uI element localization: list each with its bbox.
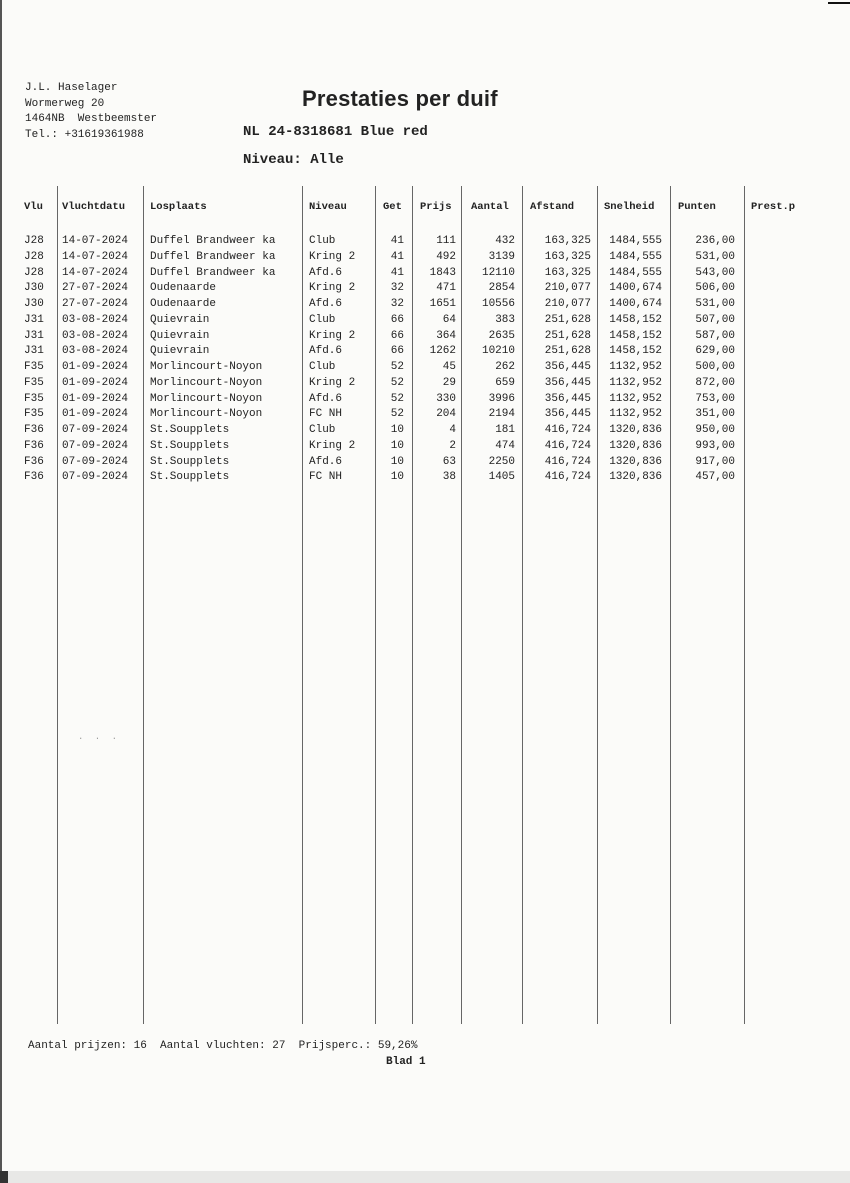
table-row [0,330,850,346]
cell-get: 66 [390,345,404,358]
cell-get: 52 [390,408,404,421]
scan-speckles: · · · [78,734,121,744]
cell-datum: 03-08-2024 [62,345,129,358]
cell-punten: 993,00 [695,439,735,452]
cell-prijs: 471 [436,282,456,295]
scan-left-edge [0,0,2,1183]
cell-afstand: 163,325 [544,250,591,263]
cell-afstand: 356,445 [544,361,591,373]
scan-corner-mark [828,2,850,4]
cell-niveau: Club [309,235,336,247]
cell-datum: 27-07-2024 [62,282,129,295]
owner-address-block [25,81,157,143]
cell-aantal: 383 [495,313,515,326]
cell-prijs: 45 [442,361,456,373]
col-header-get: Get [383,201,402,213]
cell-losplaats: Quievrain [150,345,210,358]
cell-aantal: 659 [495,376,515,389]
cell-losplaats: Morlincourt-Noyon [150,361,263,373]
cell-get: 32 [390,282,404,295]
table-row [0,471,850,487]
scan-bottom-margin [0,1171,850,1183]
table-header [0,201,850,217]
cell-datum: 14-07-2024 [62,250,129,263]
cell-punten: 236,00 [695,235,735,247]
col-header-niveau: Niveau [309,201,347,213]
cell-punten: 872,00 [695,376,735,389]
cell-get: 52 [390,376,404,389]
cell-get: 10 [390,439,404,452]
col-header-afstand: Afstand [530,201,575,213]
cell-punten: 457,00 [695,471,735,484]
cell-losplaats: Oudenaarde [150,282,217,295]
cell-get: 52 [390,361,404,373]
cell-prijs: 64 [442,313,456,326]
cell-datum: 01-09-2024 [62,376,129,389]
cell-punten: 506,00 [695,282,735,295]
cell-snelheid: 1400,674 [609,298,662,310]
cell-aantal: 432 [495,235,515,247]
cell-snelheid: 1458,152 [609,313,662,326]
owner-name: J.L. Haselager [25,82,118,94]
cell-datum: 27-07-2024 [62,298,129,310]
cell-punten: 531,00 [695,250,735,263]
cell-losplaats: St.Soupplets [150,439,230,452]
cell-niveau: Kring 2 [309,282,356,295]
cell-afstand: 356,445 [544,408,591,421]
cell-aantal: 1405 [488,471,515,484]
cell-vlu: F35 [24,408,44,421]
col-header-punten: Punten [678,201,716,213]
cell-niveau: Club [309,313,336,326]
niveau-filter: Niveau: Alle [243,152,344,168]
cell-punten: 587,00 [695,329,735,342]
col-header-prijs: Prijs [420,201,452,213]
table-row [0,235,850,251]
cell-vlu: F36 [24,455,44,468]
cell-datum: 07-09-2024 [62,424,129,436]
cell-punten: 753,00 [695,392,735,405]
cell-vlu: F36 [24,439,44,452]
cell-get: 10 [390,424,404,436]
cell-prijs: 111 [436,235,456,247]
cell-aantal: 474 [495,439,515,452]
cell-niveau: Kring 2 [309,376,356,389]
cell-aantal: 2194 [488,408,515,421]
cell-aantal: 10210 [481,345,515,358]
cell-snelheid: 1132,952 [609,376,662,389]
cell-punten: 543,00 [695,266,735,279]
cell-get: 52 [390,392,404,405]
cell-niveau: Afd.6 [309,298,343,310]
cell-datum: 03-08-2024 [62,313,129,326]
cell-niveau: Club [309,361,336,373]
cell-vlu: J28 [24,235,44,247]
cell-afstand: 356,445 [544,392,591,405]
cell-prijs: 1843 [429,266,456,279]
cell-get: 66 [390,329,404,342]
cell-datum: 01-09-2024 [62,361,129,373]
cell-punten: 531,00 [695,298,735,310]
cell-prijs: 204 [436,408,456,421]
table-row [0,361,850,377]
cell-prijs: 1262 [429,345,456,358]
table-row [0,424,850,440]
cell-datum: 07-09-2024 [62,455,129,468]
table-row [0,267,850,283]
cell-datum: 07-09-2024 [62,471,129,484]
cell-snelheid: 1132,952 [609,361,662,373]
cell-get: 66 [390,313,404,326]
cell-aantal: 262 [495,361,515,373]
owner-street: Wormerweg 20 [25,97,105,110]
cell-get: 41 [390,235,404,247]
cell-snelheid: 1320,836 [609,471,662,484]
cell-prijs: 1651 [429,298,456,310]
cell-niveau: Kring 2 [309,329,356,342]
cell-punten: 629,00 [695,345,735,358]
cell-losplaats: Oudenaarde [150,298,217,310]
table-row [0,393,850,409]
table-row [0,345,850,361]
cell-snelheid: 1132,952 [609,392,662,405]
cell-losplaats: Duffel Brandweer ka [150,235,276,247]
cell-snelheid: 1320,836 [609,424,662,436]
cell-losplaats: Quievrain [150,329,210,342]
cell-prijs: 364 [436,329,456,342]
cell-punten: 500,00 [695,361,735,373]
cell-snelheid: 1484,555 [609,235,662,247]
scan-bottom-left-mark [0,1171,8,1183]
cell-afstand: 416,724 [544,424,591,436]
cell-prijs: 2 [449,439,456,452]
cell-afstand: 356,445 [544,376,591,389]
cell-punten: 351,00 [695,408,735,421]
page-title: Prestaties per duif [302,86,498,111]
cell-afstand: 251,628 [544,329,591,342]
table-row [0,408,850,424]
cell-punten: 917,00 [695,455,735,468]
cell-niveau: Afd.6 [309,392,343,405]
cell-niveau: Kring 2 [309,250,356,263]
cell-datum: 01-09-2024 [62,392,129,405]
table-row [0,314,850,330]
table-row [0,440,850,456]
cell-losplaats: St.Soupplets [150,455,230,468]
cell-losplaats: Morlincourt-Noyon [150,408,263,421]
cell-aantal: 2250 [488,455,515,468]
cell-niveau: Afd.6 [309,455,343,468]
cell-get: 32 [390,298,404,310]
cell-losplaats: Morlincourt-Noyon [150,376,263,389]
cell-aantal: 3996 [488,392,515,405]
cell-losplaats: Morlincourt-Noyon [150,392,263,405]
cell-prijs: 38 [442,471,456,484]
cell-datum: 14-07-2024 [62,235,129,247]
page-number: Blad 1 [386,1056,426,1068]
cell-afstand: 416,724 [544,455,591,468]
cell-snelheid: 1458,152 [609,345,662,358]
cell-niveau: Kring 2 [309,439,356,452]
cell-snelheid: 1132,952 [609,408,662,421]
cell-vlu: F36 [24,424,44,436]
cell-aantal: 12110 [481,266,515,279]
cell-afstand: 163,325 [544,266,591,279]
cell-afstand: 210,077 [544,298,591,310]
cell-snelheid: 1320,836 [609,455,662,468]
cell-snelheid: 1458,152 [609,329,662,342]
cell-get: 10 [390,471,404,484]
cell-datum: 01-09-2024 [62,408,129,421]
cell-get: 41 [390,250,404,263]
cell-niveau: Afd.6 [309,345,343,358]
cell-losplaats: Quievrain [150,313,210,326]
cell-snelheid: 1320,836 [609,439,662,452]
cell-get: 41 [390,266,404,279]
cell-afstand: 163,325 [544,235,591,247]
cell-datum: 14-07-2024 [62,266,129,279]
col-header-vlu: Vlu [24,201,43,213]
col-header-losplaats: Losplaats [150,201,207,213]
col-header-prest: Prest.p [751,201,796,213]
col-header-snelheid: Snelheid [604,201,655,213]
cell-afstand: 416,724 [544,471,591,484]
owner-city: 1464NB Westbeemster [25,113,158,125]
cell-aantal: 10556 [481,298,515,310]
footer-summary: Aantal prijzen: 16 Aantal vluchten: 27 Prijsperc.: 59,26% [28,1040,418,1052]
cell-losplaats: Duffel Brandweer ka [150,250,276,263]
cell-losplaats: St.Soupplets [150,471,230,484]
cell-datum: 03-08-2024 [62,329,129,342]
cell-prijs: 63 [442,455,456,468]
cell-vlu: J30 [24,298,44,310]
cell-afstand: 251,628 [544,345,591,358]
cell-afstand: 416,724 [544,439,591,452]
table-row [0,251,850,267]
cell-vlu: F36 [24,471,44,484]
cell-prijs: 330 [436,392,456,405]
table-row [0,298,850,314]
cell-vlu: F35 [24,376,44,389]
cell-niveau: FC NH [309,471,343,484]
cell-aantal: 3139 [488,250,515,263]
table-row [0,282,850,298]
cell-losplaats: Duffel Brandweer ka [150,266,276,279]
cell-vlu: F35 [24,361,44,373]
owner-phone: Tel.: +31619361988 [25,128,144,141]
cell-vlu: J31 [24,313,44,326]
cell-snelheid: 1484,555 [609,266,662,279]
cell-prijs: 492 [436,250,456,263]
cell-niveau: FC NH [309,408,343,421]
cell-snelheid: 1484,555 [609,250,662,263]
cell-vlu: J28 [24,250,44,263]
cell-aantal: 2635 [488,329,515,342]
cell-vlu: J31 [24,329,44,342]
cell-punten: 950,00 [695,424,735,436]
cell-vlu: J30 [24,282,44,295]
cell-vlu: J31 [24,345,44,358]
cell-punten: 507,00 [695,313,735,326]
cell-datum: 07-09-2024 [62,439,129,452]
table-row [0,377,850,393]
cell-snelheid: 1400,674 [609,282,662,295]
col-header-datum: Vluchtdatu [62,201,126,213]
cell-aantal: 2854 [488,282,515,295]
table-row [0,456,850,472]
col-header-aantal: Aantal [471,201,509,213]
cell-prijs: 29 [442,376,456,389]
cell-losplaats: St.Soupplets [150,424,230,436]
cell-afstand: 210,077 [544,282,591,295]
cell-niveau: Club [309,424,336,436]
cell-vlu: F35 [24,392,44,405]
cell-niveau: Afd.6 [309,266,343,279]
cell-get: 10 [390,455,404,468]
cell-afstand: 251,628 [544,313,591,326]
cell-vlu: J28 [24,266,44,279]
pigeon-id: NL 24-8318681 Blue red [243,124,428,140]
cell-aantal: 181 [495,424,515,436]
cell-prijs: 4 [449,424,456,436]
